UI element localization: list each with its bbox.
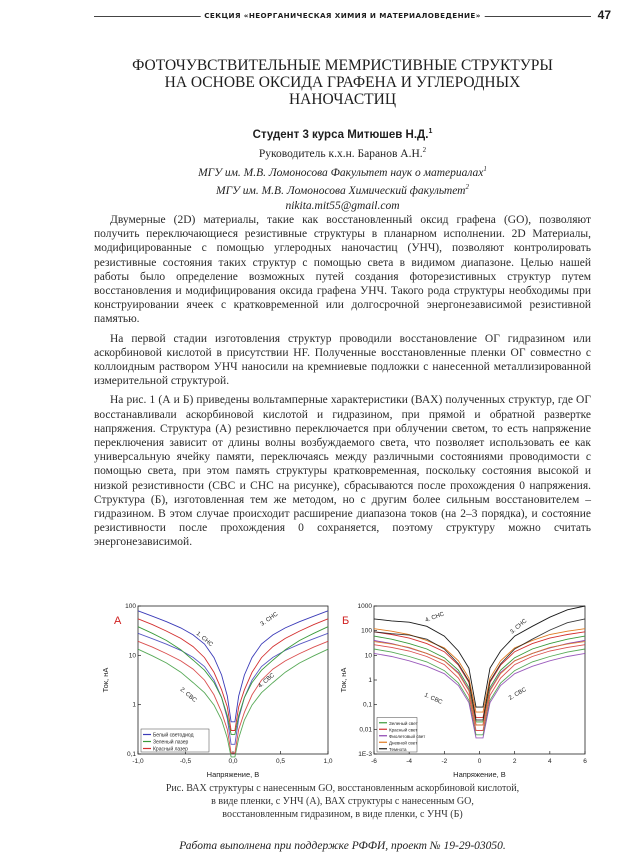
y-tick-label: 100: [125, 603, 136, 610]
annotation: 1. СВС: [423, 692, 444, 706]
x-tick-label: 0: [477, 758, 482, 765]
x-tick-label: 0,0: [228, 758, 238, 765]
supervisor-name: Руководитель к.х.н. Баранов А.Н.: [258, 147, 423, 160]
caption-line-2: в виде пленки, с УНЧ (А), ВАХ структуры с нанесенным GO,: [211, 796, 474, 807]
affiliation-1: [94, 162, 591, 181]
paper-title: [94, 57, 591, 108]
student-name: Студент 3 курса Митюшев Н.Д.: [252, 128, 429, 141]
body-text: [94, 213, 591, 555]
running-header: [94, 9, 591, 23]
y-axis-label: Ток, нА: [101, 667, 110, 693]
x-tick-label: 2: [512, 758, 517, 765]
legend-label: Зеленый лазер: [153, 739, 189, 746]
paragraph-1: Двумерные (2D) материалы, такие как восстановленный оксид графена (GO), позволяют получить переключающиеся резистивные структуры в планарном исполнении. 2D Материалы, модифицированные с помощью углеродных наночастиц (УНЧ), позволяют контролировать резистивные состояния таких структур с помощью света в видимом диапазоне. Целью нашей работы было определение возможных путей создания фоторезистивных структур путем восстановления и модифицирования оксида графена УНЧ. Такого рода структуры необходимы при конструировании ячеек с кратковременной или долгосрочной энергонезависимой резистивной памятью.: [94, 214, 591, 326]
affiliation-1-sup: 1: [483, 164, 487, 173]
annotation: 3. СНС: [259, 611, 280, 628]
annotation: 4. СНС: [424, 611, 446, 624]
y-tick-label: 10: [364, 652, 372, 660]
supervisor-sup: 2: [422, 145, 427, 154]
author-block: [94, 124, 591, 214]
legend-label: Белый светодиод: [153, 732, 194, 739]
x-tick-label: -6: [371, 758, 377, 765]
section-title: СЕКЦИЯ «НЕОРГАНИЧЕСКАЯ ХИМИЯ И МАТЕРИАЛОВЕДЕНИЕ»: [200, 9, 485, 23]
legend-label: Красный лазер: [153, 746, 188, 753]
chart-b: [334, 600, 591, 780]
figure: [94, 600, 591, 780]
y-axis-label: Ток, нА: [339, 667, 348, 693]
caption-line-1: Рис. ВАХ структуры с нанесенным GO, восстановленным аскорбиновой кислотой,: [165, 783, 520, 794]
caption-line-3: восстановленным гидразином, в виде пленки, с УНЧ (Б): [222, 809, 463, 820]
y-tick-label: 10: [128, 652, 136, 660]
x-axis-label: Напряжение, В: [206, 770, 260, 779]
supervisor: [94, 143, 591, 162]
affiliation-2-text: МГУ им. М.В. Ломоносова Химический факультет: [216, 185, 466, 198]
title-line-2: НА ОСНОВЕ ОКСИДА ГРАФЕНА И УГЛЕРОДНЫХ: [164, 74, 521, 91]
paragraph-3: На рис. 1 (А и Б) приведены вольтамперные характеристики (ВАХ) полученных структур, где ОГ восстанавливали аскорбиновой кислотой и гидразином, при прямой и обратной развертке напряжения. Структура (А) резистивно переключается при облучении светом, то есть напряжение переключения зависит от длины волны возбуждаемого света, что позволяет использовать ее как универсальную ячейку памяти, переключаясь между различными состояниями проводимости с помощью света, при этом память структуры кратковременная, поскольку состояния высокой и низкой резистивности (СВС и СНС на рисунке), сбрасываются после прохождения 0 напряжения. Структура (Б), изготовленная тем же методом, но с другим более сильным восстановителем – гидразином. В этом случае происходит расширение диапазона токов (на 2–3 порядка), и состояние резистивности после прохождения 0 сохраняется, поэтому структуру можно считать энергонезависимой.: [94, 394, 591, 549]
page-number: 47: [597, 8, 611, 22]
x-axis-label: Напряжение, В: [453, 770, 506, 779]
x-tick-label: 6: [583, 758, 587, 765]
funding-note: Работа выполнена при поддержке РФФИ, проект № 19-29-03050.: [179, 840, 506, 852]
y-tick-label: 100: [361, 627, 372, 635]
x-tick-label: -1,0: [132, 758, 144, 765]
y-tick-label: 1: [132, 701, 136, 709]
x-tick-label: -0,5: [179, 758, 192, 765]
legend-label: Фиолетовый свет: [389, 733, 426, 739]
y-tick-label: 0,1: [362, 701, 372, 709]
legend-label: Дневной свет: [389, 740, 418, 746]
author-email: nikita.mit55@gmail.com: [285, 200, 400, 213]
x-tick-label: 4: [548, 758, 552, 765]
y-tick-label: 1000: [357, 603, 372, 610]
annotation: 3. СНС: [509, 618, 529, 636]
annotation: 2. СВС: [508, 686, 528, 702]
legend-label: Красный свет: [389, 727, 418, 733]
y-tick-label: 0,01: [359, 726, 372, 734]
figure-caption: [94, 782, 591, 821]
x-tick-label: -4: [406, 758, 413, 765]
legend-label: Темнота: [389, 746, 407, 752]
affiliation-2: [94, 180, 591, 199]
y-tick-label: 1E-3: [358, 751, 372, 758]
affiliation-2-sup: 2: [465, 183, 469, 192]
annotation: 2. СВС: [178, 686, 198, 704]
title-line-1: ФОТОЧУВСТВИТЕЛЬНЫЕ МЕМРИСТИВНЫЕ СТРУКТУРЫ: [132, 57, 553, 74]
panel-label: А: [114, 615, 122, 627]
student-author: [94, 124, 591, 143]
x-tick-label: 0,5: [275, 758, 286, 765]
annotation: 1. СНС: [194, 630, 214, 649]
student-sup: 1: [428, 128, 433, 135]
x-tick-label: -2: [441, 758, 448, 765]
paragraph-2: На первой стадии изготовления структур проводили восстановление ОГ гидразином или аскорбиновой кислотой в присутствии HF. Полученные восстановленные пленки ОГ совместно с коллоидным раствором УНЧ наносили на кремниевые подложки с нанесенной металлизированной измерительной структурой.: [94, 332, 591, 388]
legend-label: Зеленый свет: [389, 720, 418, 726]
panel-label: Б: [342, 615, 350, 627]
affiliation-1-text: МГУ им. М.В. Ломоносова Факультет наук о материалах: [198, 166, 484, 179]
annotation: 4. СВС: [257, 672, 276, 690]
title-line-3: НАНОЧАСТИЦ: [288, 91, 397, 108]
chart-a: [94, 600, 334, 780]
y-tick-label: 1: [368, 677, 372, 684]
x-tick-label: 1,0: [323, 758, 333, 765]
y-tick-label: 0,1: [126, 751, 136, 758]
